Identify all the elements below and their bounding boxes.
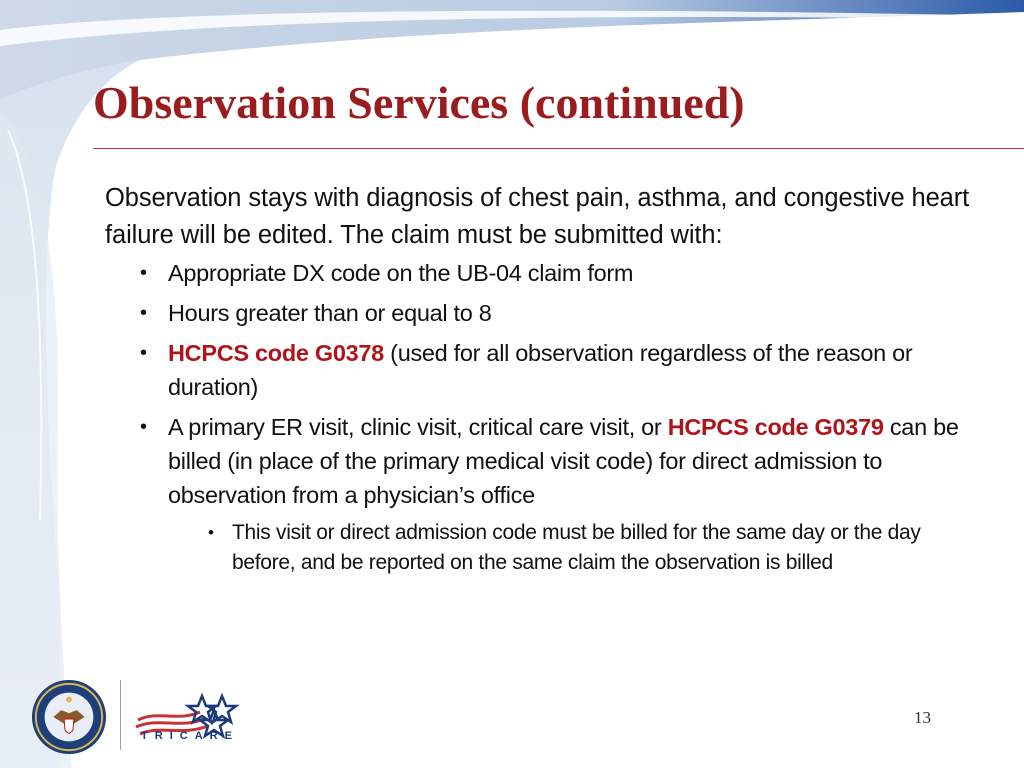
- bullet-text: Hours greater than or equal to 8: [168, 300, 492, 326]
- sub-bullet-text: This visit or direct admission code must be billed for the same day or the day before, and be reported on the same claim the observation is billed: [232, 521, 921, 574]
- bullet-icon: •: [140, 302, 147, 324]
- highlight-code-g0378: HCPCS code G0378: [168, 340, 384, 366]
- intro-paragraph: Observation stays with diagnosis of chest pain, asthma, and congestive heart failure will be edited. The claim must be submitted with:: [105, 184, 970, 249]
- bullet-list: [105, 256, 985, 578]
- title-underline: [93, 148, 1024, 149]
- bullet-item-primary-visit: [140, 410, 985, 578]
- tricare-wordmark: TRICARE: [141, 730, 239, 742]
- bullet-text: Appropriate DX code on the UB-04 claim form: [168, 260, 634, 286]
- sub-bullet-list: [168, 518, 985, 578]
- page-number: 13: [914, 708, 931, 727]
- bullet-text: A primary ER visit, clinic visit, critical care visit, or: [168, 414, 668, 440]
- bullet-text: (used for all observation regardless of the reason or duration): [168, 340, 913, 400]
- bullet-icon: •: [140, 342, 147, 364]
- slide-title: Observation Services (continued): [93, 77, 745, 128]
- bullet-item-hours: [140, 296, 985, 330]
- highlight-code-g0379: HCPCS code G0379: [667, 414, 884, 440]
- bullet-text: can be billed (in place of the primary medical visit code) for direct admission to observation from a physician’s office: [168, 414, 959, 508]
- bullet-icon: •: [208, 523, 214, 542]
- logo-divider: [120, 680, 121, 750]
- bullet-item-g0378: [140, 336, 985, 404]
- slide-content: [105, 180, 985, 584]
- bullet-icon: •: [140, 262, 147, 284]
- bullet-icon: •: [140, 416, 147, 438]
- bullet-item-dx-code: [140, 256, 985, 290]
- sub-bullet-item: [208, 518, 985, 578]
- department-of-defense-seal-icon: [30, 678, 108, 756]
